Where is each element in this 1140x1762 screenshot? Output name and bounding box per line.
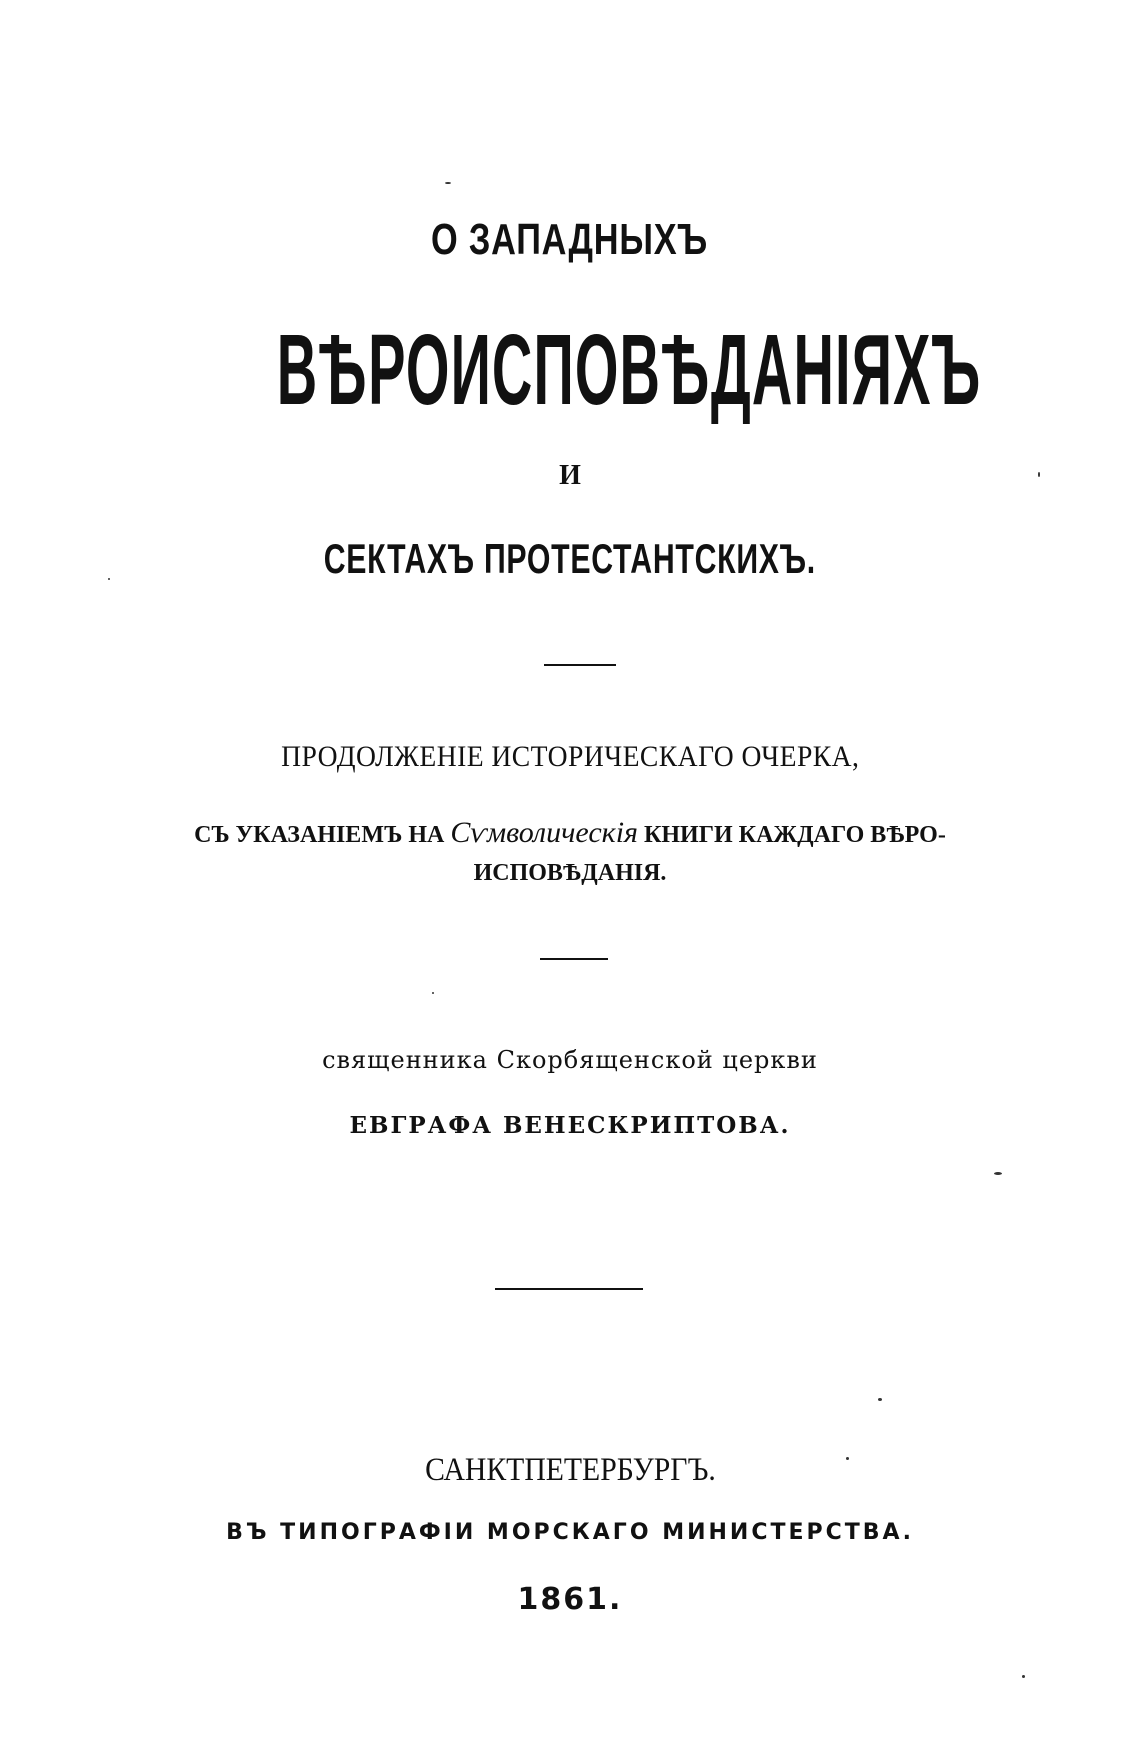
divider-rule [495, 1288, 643, 1290]
title-main [0, 314, 1140, 426]
scan-speck [1022, 1675, 1025, 1678]
scan-speck [445, 182, 451, 184]
title-line-1 [0, 215, 1140, 265]
subtitle-line-2-italic: Сѵмволическія [450, 816, 638, 849]
subtitle-line-2-after: КНИГИ КАЖДАГО ВѢРО- [643, 822, 946, 848]
imprint-year [0, 1582, 1140, 1617]
divider-rule [540, 958, 608, 960]
title-line-1-text: О ЗАПАДНЫХЪ [431, 215, 709, 264]
author-title-text: священника Скорбященской церкви [322, 1046, 818, 1074]
imprint-press [0, 1520, 1140, 1545]
title-conjunction [0, 460, 1140, 492]
scan-speck [432, 992, 434, 994]
scan-speck [108, 578, 110, 580]
imprint-city-text: САНКТПЕТЕРБУРГЪ. [424, 1452, 716, 1488]
scan-speck [1038, 472, 1040, 477]
divider-rule [544, 664, 616, 666]
subtitle-line-3-text: ИСПОВѢДАНІЯ. [473, 860, 667, 886]
author-name-line [0, 1112, 1140, 1139]
subtitle-line-1 [0, 740, 1140, 774]
imprint-city [0, 1452, 1140, 1489]
author-name-text: ЕВГРАФА ВЕНЕСКРИПТОВА. [349, 1112, 791, 1139]
author-title-line [0, 1046, 1140, 1074]
imprint-year-text: 1861. [517, 1582, 623, 1617]
title-conjunction-text: И [559, 460, 581, 491]
scan-speck [878, 1398, 882, 1401]
subtitle-line-1-text: ПРОДОЛЖЕНІЕ ИСТОРИЧЕСКАГО ОЧЕРКА, [280, 740, 860, 773]
subtitle-line-2 [0, 816, 1140, 850]
subtitle-line-3 [0, 860, 1140, 887]
title-main-text: ВѢРОИСПОВѢДАНІЯХЪ [276, 314, 982, 426]
scan-speck [994, 1172, 1002, 1175]
title-line-4 [0, 535, 1140, 583]
subtitle-line-2-before: СЪ УКАЗАНІЕМЪ НА [194, 822, 445, 848]
scan-speck [846, 1457, 849, 1460]
title-line-4-text: СЕКТАХЪ ПРОТЕСТАНТСКИХЪ. [323, 535, 817, 582]
imprint-press-text: ВЪ ТИПОГРАФІИ МОРСКАГО МИНИСТЕРСТВА. [226, 1520, 914, 1545]
